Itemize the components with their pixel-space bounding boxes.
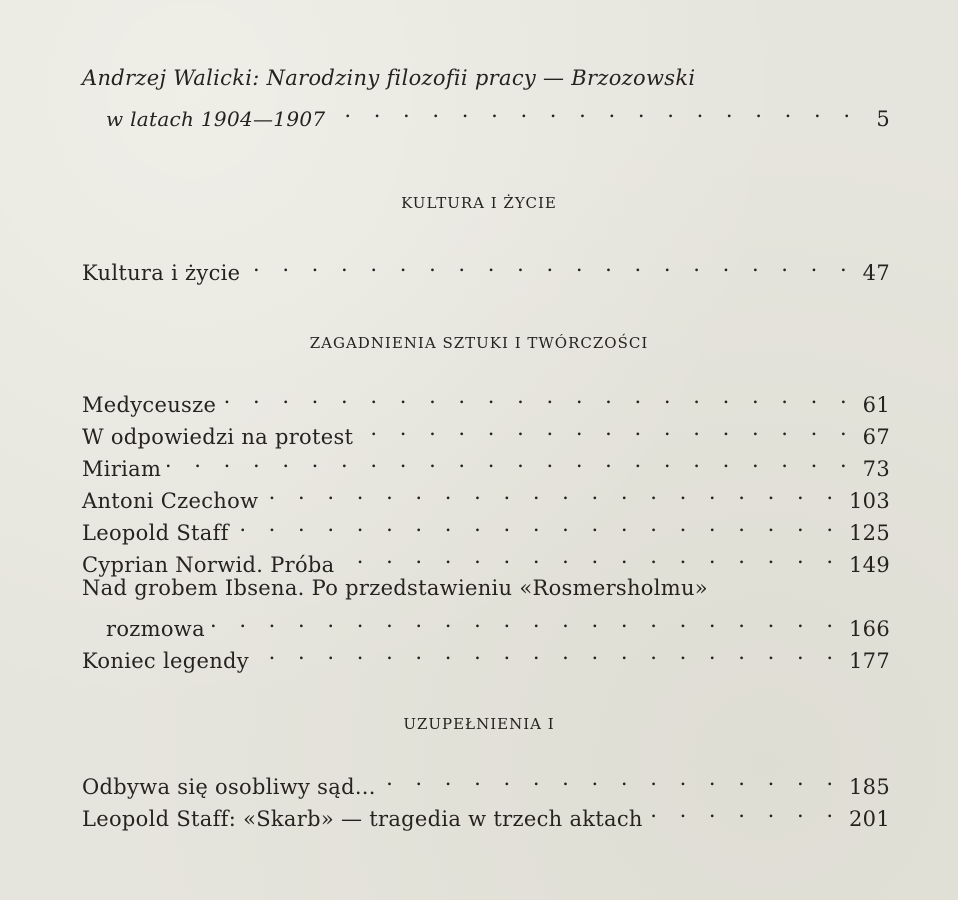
toc-entry-page: 166: [849, 617, 890, 641]
toc-entry-title: Cyprian Norwid. Próba: [82, 553, 335, 577]
toc-entry: [82, 508, 890, 545]
toc-entry-title: Nad grobem Ibsena. Po przedstawieniu «Rosmersholmu»: [82, 576, 708, 600]
toc-entry-page: 125: [849, 521, 890, 545]
toc-entry-page: 177: [849, 649, 890, 673]
toc-entry-page: 5: [876, 107, 890, 131]
dot-leader: [331, 94, 858, 126]
toc-entry-page: 47: [862, 261, 890, 285]
toc-entry-title: Kultura i życie: [82, 261, 241, 285]
toc-entry: [82, 380, 890, 417]
toc-entry-title: Leopold Staff: «Skarb» — tragedia w trzech aktach: [82, 807, 643, 831]
toc-entry-title: Odbywa się osobliwy sąd...: [82, 775, 376, 799]
toc-entry-page: 67: [862, 425, 890, 449]
toc-entry-title: W odpowiedzi na protest: [82, 425, 354, 449]
dot-leader: [359, 412, 854, 444]
dot-leader: [340, 540, 841, 572]
dot-leader: [222, 380, 854, 412]
toc-entry-intro-line1: [82, 62, 890, 94]
toc-entry-page: 201: [849, 807, 890, 831]
toc-entry-page: 149: [849, 553, 890, 577]
toc-entry: [82, 248, 890, 285]
toc-entry: [106, 604, 890, 641]
dot-leader: [382, 762, 841, 794]
dot-leader: [255, 636, 841, 668]
toc-entry-title: Koniec legendy: [82, 649, 249, 673]
toc-entry-title-line: [82, 572, 890, 604]
toc-entry-continuation: rozmowa: [106, 617, 205, 641]
toc-entry-page: 73: [862, 457, 890, 481]
toc-entry-title: Antoni Czechow: [82, 489, 259, 513]
toc-entry-page: 61: [862, 393, 890, 417]
section-heading: UZUPEŁNIENIA I: [403, 715, 555, 733]
toc-entry: [82, 636, 890, 673]
toc-entry-title: Leopold Staff: [82, 521, 229, 545]
toc-entry-title: Andrzej Walicki: Narodziny filozofii pracy — Brzozowski: [82, 66, 696, 90]
toc-entry: [82, 444, 890, 481]
toc-entry-title: Miriam: [82, 457, 162, 481]
dot-leader: [235, 508, 841, 540]
dot-leader: [264, 476, 841, 508]
dot-leader: [211, 604, 841, 636]
toc-entry-title: Medyceusze: [82, 393, 217, 417]
section-heading: ZAGADNIENIA SZTUKI I TWÓRCZOŚCI: [309, 334, 649, 352]
toc-entry-page: 185: [849, 775, 890, 799]
toc-entry: [82, 476, 890, 513]
toc-entry-title: w latach 1904—1907: [106, 107, 326, 131]
section-heading: KULTURA I ŻYCIE: [401, 194, 557, 212]
dot-leader: [246, 248, 854, 280]
toc-entry-page: 103: [849, 489, 890, 513]
dot-leader: [167, 444, 854, 476]
dot-leader: [649, 794, 841, 826]
toc-entry-intro-line2: [106, 94, 890, 131]
toc-entry: [82, 412, 890, 449]
toc-entry: [82, 540, 890, 577]
toc-entry: [82, 762, 890, 799]
toc-entry: [82, 794, 890, 831]
